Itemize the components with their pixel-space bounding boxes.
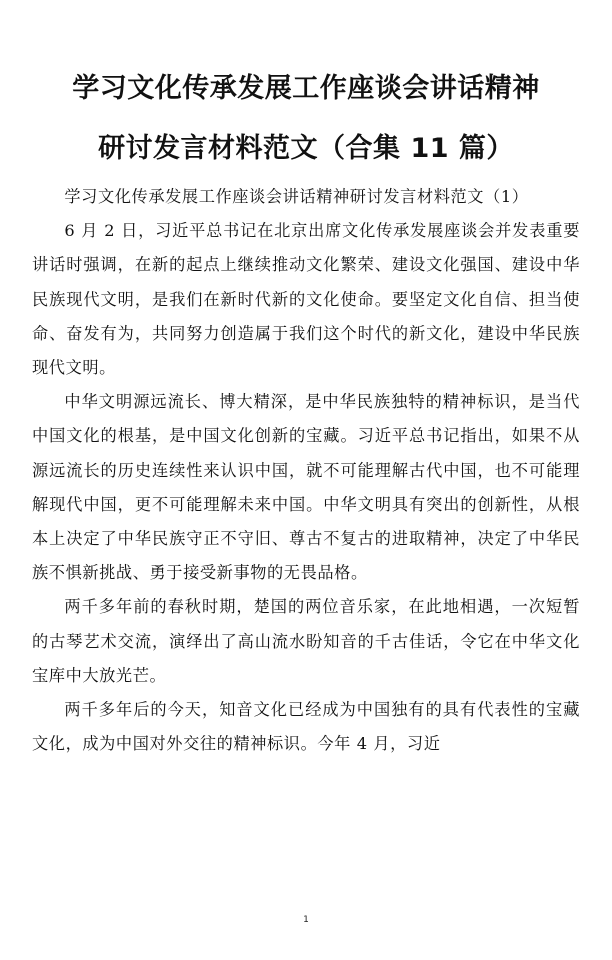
document-title-line-2: 研讨发言材料范文（合集 11 篇） [98,133,514,164]
document-body [32,180,580,761]
page-number: 1 [303,915,309,925]
paragraph: 中华文明源远流长、博大精深，是中华民族独特的精神标识，是当代中国文化的根基，是中国文化创新的宝藏。习近平总书记指出，如果不从源远流长的历史连续性来认识中国，就不可能理解古代中国，也不可能理解现代中国，更不可能理解未来中国。中华文明具有突出的创新性，从根本上决定了中华民族守正不守旧、尊古不复古的进取精神，决定了中华民族不惧新挑战、勇于接受新事物的无畏品格。 [32,392,580,583]
paragraph: 两千多年前的春秋时期，楚国的两位音乐家，在此地相遇，一次短暂的古琴艺术交流，演绎出了高山流水盼知音的千古佳话，令它在中华文化宝库中大放光芒。 [32,597,580,685]
document-title-line-1: 学习文化传承发展工作座谈会讲话精神 [72,73,540,104]
paragraph: 两千多年后的今天，知音文化已经成为中国独有的具有代表性的宝藏文化，成为中国对外交往的精神标识。今年 4 月，习近 [32,700,580,754]
section-heading: 学习文化传承发展工作座谈会讲话精神研讨发言材料范文（1） [64,187,529,206]
paragraph: 6 月 2 日，习近平总书记在北京出席文化传承发展座谈会并发表重要讲话时强调，在新的起点上继续推动文化繁荣、建设文化强国、建设中华民族现代文明，是我们在新时代新的文化使命。要坚定文化自信、担当使命、奋发有为，共同努力创造属于我们这个时代的新文化，建设中华民族现代文明。 [32,221,580,378]
